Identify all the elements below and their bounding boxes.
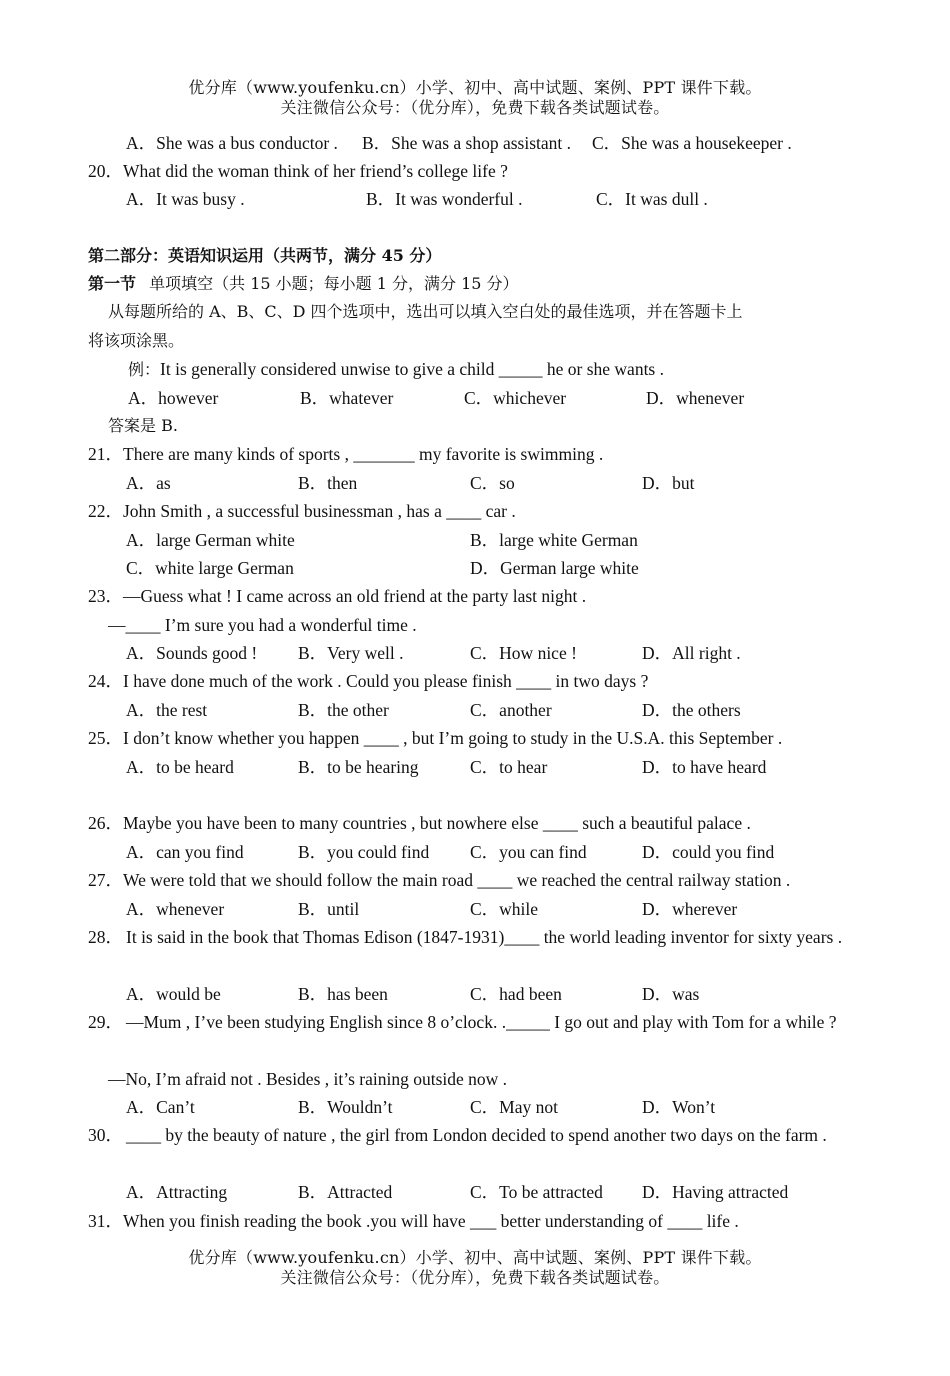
q27-option-a: A．whenever xyxy=(126,899,225,919)
q22-option-b: B．large white German xyxy=(470,530,638,550)
q30-option-a: A．Attracting xyxy=(126,1182,228,1202)
example-option-b: B．whatever xyxy=(300,388,394,408)
q28-option-b: B．has been xyxy=(298,984,388,1004)
q23-option-b: B．Very well . xyxy=(298,643,404,663)
q31-stem: 31．When you finish reading the book .you will have ___ better understanding of ____ life . xyxy=(88,1211,739,1231)
header-line-1: 优分库（www.youfenku.cn）小学、初中、高中试题、案例、PPT 课件下载。 xyxy=(188,78,762,97)
q30-stem: ____ by the beauty of nature , the girl from London decided to spend another two days on the farm . xyxy=(126,1125,827,1145)
section-label: 第一节 xyxy=(88,274,137,293)
q21-option-b: B．then xyxy=(298,473,358,493)
q23-option-c: C．How nice ! xyxy=(470,643,577,663)
example-stem xyxy=(128,356,664,383)
q29-number: 29． xyxy=(88,1012,123,1032)
q22-option-c: C．white large German xyxy=(126,558,294,578)
q20-stem: 20．What did the woman think of her friend’s college life ? xyxy=(88,161,508,181)
q21-stem: 21．There are many kinds of sports , _______ my favorite is swimming . xyxy=(88,444,604,464)
q26-option-b: B．you could find xyxy=(298,842,430,862)
q25-option-a: A．to be heard xyxy=(126,757,234,777)
q23-stem: 23．—Guess what ! I came across an old friend at the party last night . xyxy=(88,586,587,606)
q25-option-b: B．to be hearing xyxy=(298,757,419,777)
q28-option-a: A．would be xyxy=(126,984,221,1004)
q27-option-b: B．until xyxy=(298,899,360,919)
q26-option-d: D．could you find xyxy=(642,842,775,862)
q24-option-d: D．the others xyxy=(642,700,741,720)
example-answer: 答案是 B. xyxy=(108,416,178,435)
q24-stem: 24．I have done much of the work . Could you please finish ____ in two days ? xyxy=(88,671,649,691)
q28-option-c: C．had been xyxy=(470,984,562,1004)
q22-option-d: D．German large white xyxy=(470,558,639,578)
q20-option-c: C．It was dull . xyxy=(596,189,708,209)
q26-option-c: C．you can find xyxy=(470,842,587,862)
q24-option-b: B．the other xyxy=(298,700,389,720)
q21-option-d: D．but xyxy=(642,473,695,493)
example-option-a: A．however xyxy=(128,388,219,408)
q30-option-d: D．Having attracted xyxy=(642,1182,789,1202)
q22-stem: 22．John Smith , a successful businessman , has a ____ car . xyxy=(88,501,516,521)
footer-line-2: 关注微信公众号：（优分库），免费下载各类试题试卷。 xyxy=(280,1268,670,1287)
example-option-d: D．whenever xyxy=(646,388,745,408)
q23-reply: —____ I’m sure you had a wonderful time . xyxy=(108,615,417,635)
q27-option-d: D．wherever xyxy=(642,899,738,919)
q30-number: 30． xyxy=(88,1125,123,1145)
q30-option-b: B．Attracted xyxy=(298,1182,393,1202)
example-option-c: C．whichever xyxy=(464,388,567,408)
instruction-line-2: 将该项涂黑。 xyxy=(88,331,185,350)
section-heading xyxy=(88,271,519,297)
q27-stem: 27．We were told that we should follow the main road ____ we reached the central railway station . xyxy=(88,870,791,890)
q20-option-b: B．It was wonderful . xyxy=(366,189,523,209)
q29-option-b: B．Wouldn’t xyxy=(298,1097,393,1117)
q25-option-d: D．to have heard xyxy=(642,757,767,777)
part2-title: 第二部分：英语知识运用（共两节，满分 45 分） xyxy=(88,246,442,265)
q29-option-c: C．May not xyxy=(470,1097,558,1117)
q26-stem: 26．Maybe you have been to many countries , but nowhere else ____ such a beautiful palace . xyxy=(88,813,751,833)
q22-option-a: A．large German white xyxy=(126,530,295,550)
example-text: It is generally considered unwise to give a child _____ he or she wants . xyxy=(160,359,664,379)
q25-option-c: C．to hear xyxy=(470,757,548,777)
q29-option-d: D．Won’t xyxy=(642,1097,716,1117)
example-label: 例： xyxy=(128,360,161,379)
q27-option-c: C．while xyxy=(470,899,539,919)
q20-option-a: A．It was busy . xyxy=(126,189,245,209)
q21-option-a: A．as xyxy=(126,473,171,493)
q29-stem: —Mum , I’ve been studying English since 8 o’clock. ._____ I go out and play with Tom for a while ? xyxy=(126,1012,837,1032)
q24-option-c: C．another xyxy=(470,700,552,720)
instruction-line-1: 从每题所给的 A、B、C、D 四个选项中，选出可以填入空白处的最佳选项，并在答题卡上 xyxy=(108,302,743,321)
q28-option-d: D．was xyxy=(642,984,700,1004)
q24-option-a: A．the rest xyxy=(126,700,208,720)
page-footer xyxy=(0,1248,950,1288)
q29-reply: —No, I’m afraid not . Besides , it’s raining outside now . xyxy=(108,1069,508,1089)
q30-option-c: C．To be attracted xyxy=(470,1182,603,1202)
q25-stem: 25．I don’t know whether you happen ____ , but I’m going to study in the U.S.A. this September . xyxy=(88,728,783,748)
q26-option-a: A．can you find xyxy=(126,842,244,862)
header-line-2: 关注微信公众号：（优分库），免费下载各类试题试卷。 xyxy=(280,98,670,117)
q23-option-d: D．All right . xyxy=(642,643,741,663)
q28-stem: It is said in the book that Thomas Edison (1847-1931)____ the world leading inventor for sixty years . xyxy=(126,927,843,947)
q21-option-c: C．so xyxy=(470,473,515,493)
q19-option-a: A．She was a bus conductor . xyxy=(126,133,338,153)
q28-number: 28． xyxy=(88,927,123,947)
page-header xyxy=(0,78,950,118)
footer-line-1: 优分库（www.youfenku.cn）小学、初中、高中试题、案例、PPT 课件下载。 xyxy=(188,1248,762,1267)
q29-option-a: A．Can’t xyxy=(126,1097,195,1117)
section-desc: 单项填空（共 15 小题；每小题 1 分，满分 15 分） xyxy=(149,274,519,293)
q23-option-a: A．Sounds good ! xyxy=(126,643,258,663)
q19-option-b: B．She was a shop assistant . xyxy=(362,133,572,153)
q19-option-c: C．She was a housekeeper . xyxy=(592,133,792,153)
